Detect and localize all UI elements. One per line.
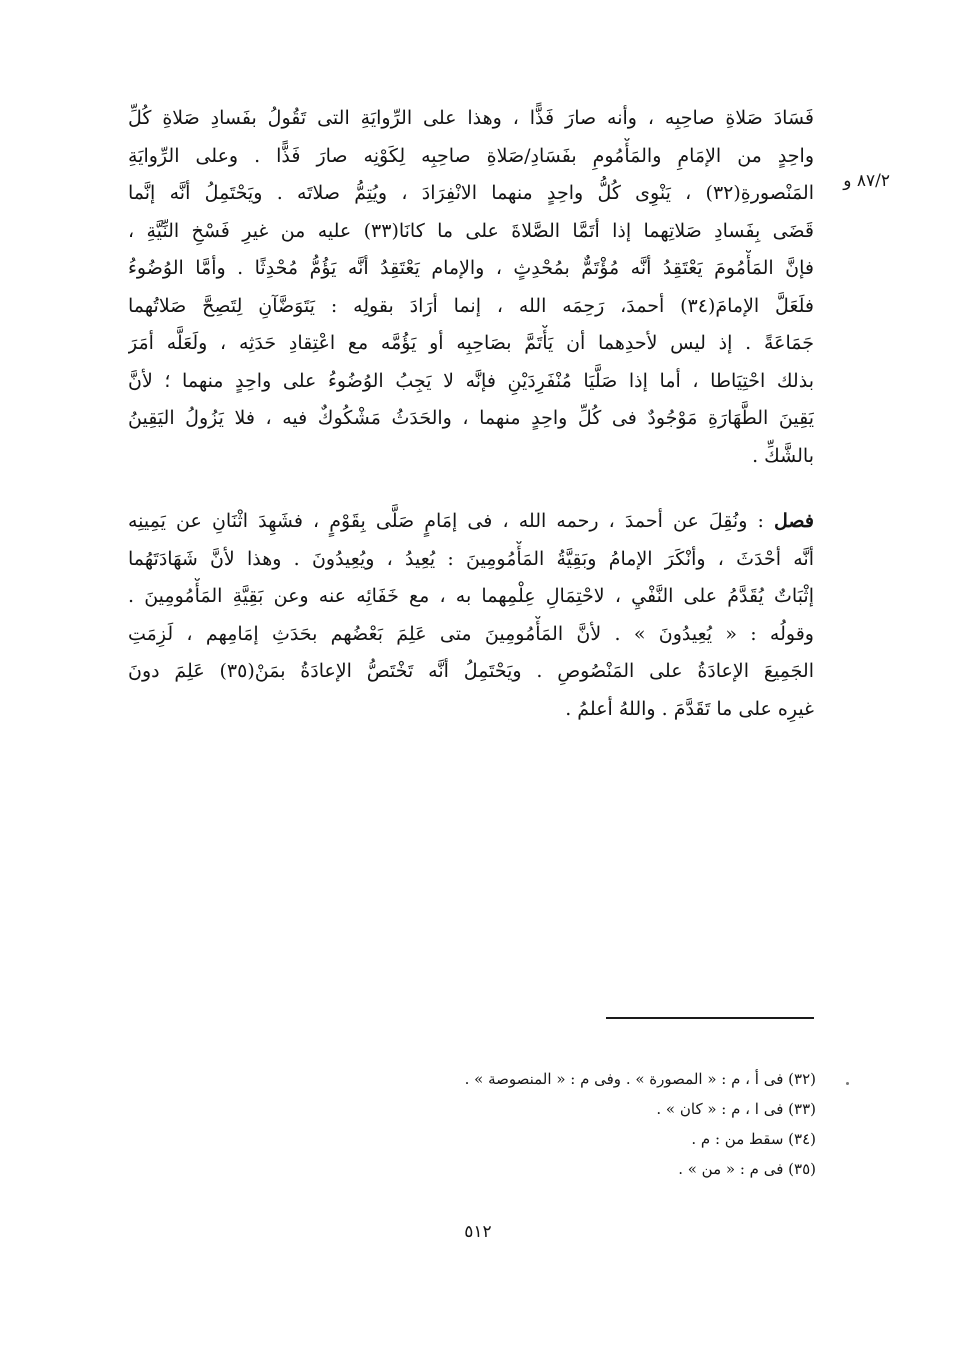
section-heading: فصل: [774, 510, 814, 532]
text-line: غيرِه على ما تَقَدَّمَ . واللهُ أعلمُ .: [565, 697, 814, 720]
text-line: جَمَاعَةً . إذ ليس لأحدِهما أن يَأْتَمَّ بصَاحِبِه أو يَؤُمَّه مع اعْتِقادِ حَدَثِه ، ولَعَلَّه أمَرَ: [128, 332, 814, 354]
text-line: إثْبَاتٌ يُقَدَّمُ على النَّفْيِ ، لاحْتِمَالِ عِلْمِهما به ، مع خَفَائِه عنه وعن بَقِيَّةِ المَأْمُومِينَ .: [128, 585, 814, 607]
text-line-rest: : ونُقِلَ عن أحمدَ ، رحمه الله ، فى إمَامٍ صَلَّى بِقَوْمٍ ، فشَهِدَ اثْنَانِ عن يَمِينِه: [128, 510, 775, 532]
scan-speck: [846, 1082, 849, 1085]
text-line: الجَمِيعَ الإعادَةُ على المَنْصُوصِ . ويَحْتَمِلُ أنَّه تَخْتَصُّ الإعادَةُ بمَنْ(٣٥) عَلِمَ دونَ: [128, 660, 814, 682]
text-line: فإنَّ المَأْمُومَ يَعْتَقِدُ أنَّه مُؤْتَمٌّ بمُحْدِثٍ ، والإمام يَعْتَقِدُ أنَّه يَؤُمُّ مُحْدِثًا . وأمَّا الوُضُوءُ: [128, 257, 814, 279]
text-line: المَنْصورةِ(٣٢) ، يَنْوِى كُلُّ واحِدٍ منهما الانْفِرَادَ ، ويُتِمُّ صلاتَه . ويَحْتَمِلُ أنَّه إنَّما: [128, 182, 814, 204]
text-line: فلَعَلَّ الإمامَ(٣٤) أحمدَ، رَحِمَه الله ، إنما أرَادَ بقولِه : يَتَوَضَّآنِ لِتَصِحَّ صَلاتُهما: [128, 294, 814, 317]
text-line-with-heading: [128, 503, 814, 541]
text-line: قَضَى بِفَسادِ صَلاتِهما إذا أتَمَّا الصَّلاةَ على ما كانَا(٣٣) عليه من غيرِ فَسْخِ النِّيَّةِ ،: [128, 219, 814, 242]
text-line: أنَّه أحْدَثَ ، وأنْكَرَ الإمامُ وبَقِيَّةُ المَأْمُومِينَ : يُعِيدُ ، ويُعِيدُونَ . وهذا لأنَّ شَهَادَتَهُما: [128, 547, 814, 570]
text-line: فَسَادَ صَلاةِ صاحِبِه ، وأنه صارَ فَذًّا ، وهذا على الرِّوايَةِ التى تَقُولُ بفَسادِ صَلاةِ كُلِّ: [128, 107, 814, 129]
footnote: (٣٢) فى أ ، م : « المصورة » . وفى م : « المنصوصة » .: [464, 1070, 816, 1088]
paragraph-1: [128, 100, 814, 475]
footnote: (٣٣) فى ا ، م : « كان » .: [656, 1100, 816, 1118]
text-line: بالشَّكِّ .: [752, 444, 814, 467]
paragraph-gap: [128, 475, 814, 503]
footnote-separator: [606, 1017, 814, 1019]
footnote: (٣٥) فى م : « من » .: [678, 1160, 816, 1178]
text-line: وقولُه : « يُعِيدُونَ » . لأنَّ المَأْمُومِينَ متى عَلِمَ بَعْضُهم بحَدَثِ إمَامِهم ، لَزِمَتِ: [128, 622, 814, 645]
text-line: يَقِينَ الطَّهَارَةِ مَوْجُودٌ فى كُلِّ واحِدٍ منهما ، والحَدَثُ مَشْكُوكٌ فيه ، فلا يَزُولُ اليَقِينُ: [128, 407, 814, 429]
margin-folio-note: ٨٧/٢ و: [843, 171, 890, 191]
text-line: بذلك احْتِيَاطا ، أما إذا صَلَّيَا مُنْفَرِدَيْنِ فإنَّه لا يَجِبُ الوُضُوءُ على واحِدٍ منهما ؛ لأنَّ: [128, 369, 814, 392]
text-line: واحِدٍ من الإمَامِ والمَأْمُومِ بفَسَادِ/صَلاةِ صاحِبِه لِكَوْنِه صارَ فَذًّا . وعلى الرِّوايَةِ: [128, 144, 814, 167]
footnotes-block: [300, 1064, 816, 1184]
main-text-block: [128, 100, 814, 728]
paragraph-2: [128, 503, 814, 728]
page-number: ٥١٢: [464, 1222, 492, 1242]
footnote: (٣٤) سقط من : م .: [691, 1130, 816, 1148]
